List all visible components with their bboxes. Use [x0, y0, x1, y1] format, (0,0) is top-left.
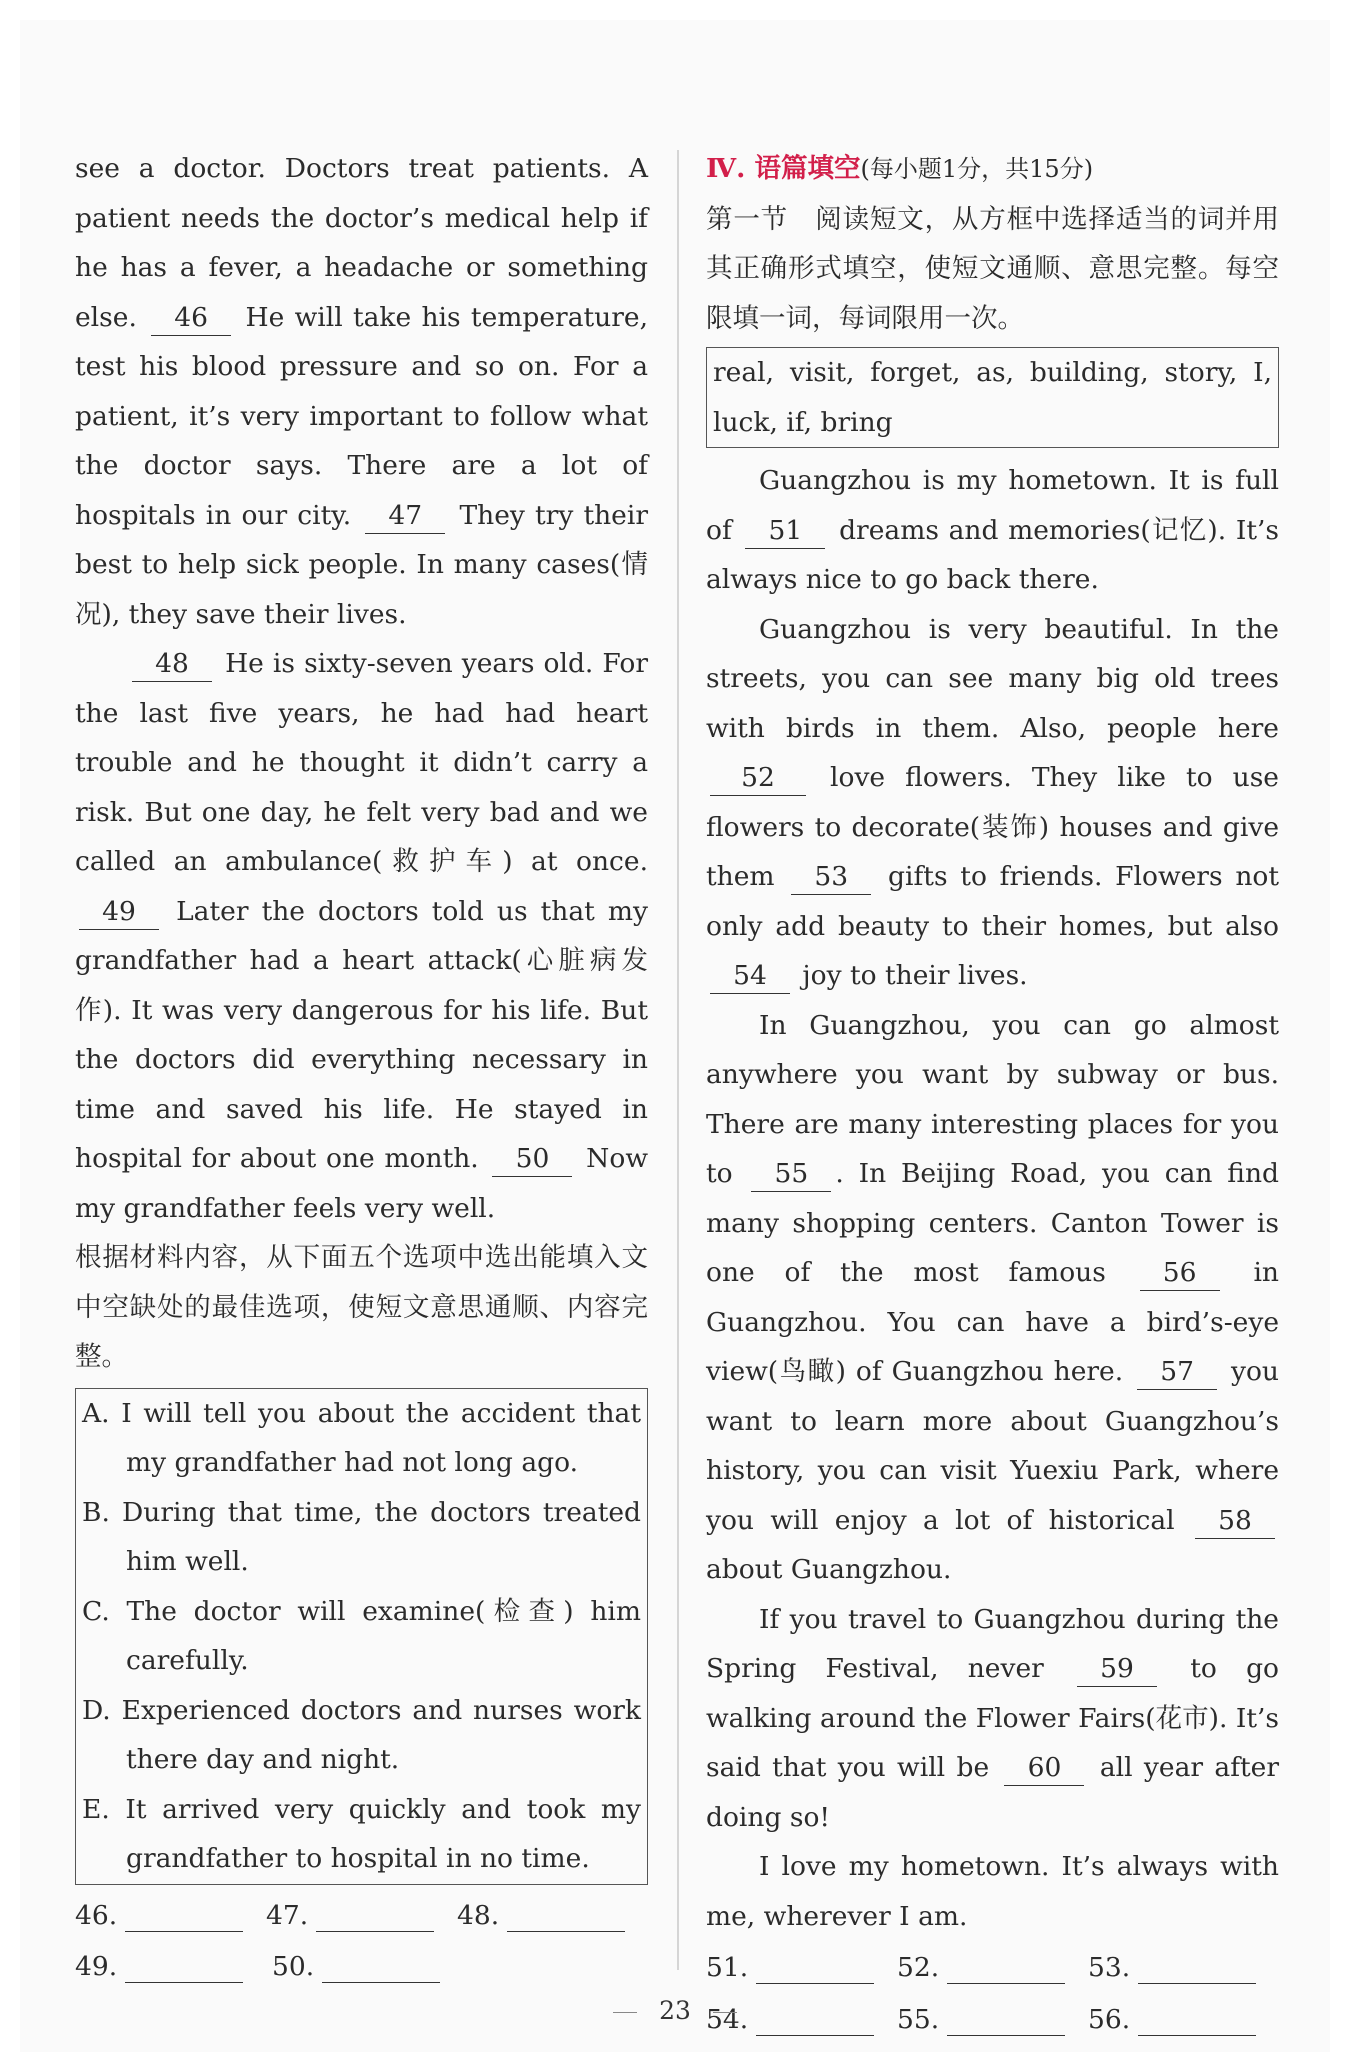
- part-instruction: 第一节 阅读短文，从方框中选择适当的词并用其正确形式填空，使短文通顺、意思完整。每空限填一词，每词限用一次。: [706, 203, 1279, 334]
- option-c: C. The doctor will examine(检查) him carefully.: [82, 1595, 641, 1676]
- answer-row: [706, 1943, 1279, 1993]
- right-paragraph-3: In Guangzhou, you can go almost anywhere you want by subway or bus. There are many interesting places for you to 55 . In Beijing Road, you can find many shopping centers. Canton Tower is one of the most famous 56 in Guangzhou. You can have a bird’s-eye view(鸟瞰) of Guangzhou here. 57 you want to learn more about Guangzhou’s history, you can visit Yuexiu Park, where you will enjoy a lot of historical 58 about Guangzhou.: [706, 1009, 1279, 1585]
- blank-59: 59: [1077, 1652, 1157, 1687]
- option-b: B. During that time, the doctors treated him well.: [82, 1496, 641, 1577]
- answer-line[interactable]: [125, 1950, 243, 1983]
- option-d: D. Experienced doctors and nurses work there day and night.: [82, 1694, 641, 1775]
- blank-57: 57: [1137, 1355, 1217, 1390]
- right-paragraph-2: Guangzhou is very beautiful. In the streets, you can see many big old trees with birds in them. Also, people here 52 love flowers. They like to use flowers to decorate(装饰) houses and give them 53 gifts to friends. Flowers not only add beauty to their homes, but also 54 joy to their lives.: [706, 605, 1279, 1001]
- word-box: real, visit, forget, as, building, story, I, luck, if, bring: [706, 347, 1279, 448]
- blank-51: 51: [745, 514, 825, 549]
- column-divider: [677, 150, 679, 1970]
- right-column: [706, 144, 1279, 2044]
- answer-line[interactable]: [1138, 1951, 1256, 1984]
- option-e: E. It arrived very quickly and took my grandfather to hospital in no time.: [82, 1793, 641, 1874]
- answer-row: [75, 1942, 648, 1992]
- blank-47: 47: [365, 499, 445, 534]
- right-paragraph-1: Guangzhou is my hometown. It is full of 51 dreams and memories(记忆). It’s always nice to go back there.: [706, 465, 1279, 595]
- answer-56[interactable]: 56.: [1088, 1995, 1279, 2045]
- answer-51[interactable]: 51.: [706, 1943, 897, 1993]
- blank-60: 60: [1004, 1751, 1084, 1786]
- right-paragraph-4: If you travel to Guangzhou during the Spring Festival, never 59 to go walking around the Flower Fairs(花市). It’s said that you will be 60 all year after doing so!: [706, 1603, 1279, 1833]
- answer-46[interactable]: 46.: [75, 1891, 266, 1941]
- blank-56: 56: [1140, 1256, 1220, 1291]
- answer-54[interactable]: 54.: [706, 1995, 897, 2045]
- page-number: 23: [20, 1996, 1330, 2025]
- answer-53[interactable]: 53.: [1088, 1943, 1279, 1993]
- blank-58: 58: [1195, 1504, 1275, 1539]
- left-paragraph-2: 48 He is sixty-seven years old. For the last five years, he had had heart trouble and he thought it didn’t carry a risk. But one day, he felt very bad and we called an ambulance(救护车) at once. 49 Later the doctors told us that my grandfather had a heart attack(心脏病发作). It was very dangerous for his life. But the doctors did everything necessary in time and saved his life. He stayed in hospital for about one month. 50 Now my grandfather feels very well.: [75, 648, 648, 1224]
- answer-50[interactable]: 50.: [272, 1942, 469, 1992]
- answer-49[interactable]: 49.: [75, 1942, 272, 1992]
- option-a: A. I will tell you about the accident that my grandfather had not long ago.: [82, 1397, 641, 1478]
- answer-line[interactable]: [756, 1951, 874, 1984]
- options-box: [75, 1388, 648, 1885]
- blank-50: 50: [492, 1142, 572, 1177]
- section-title: Ⅳ. 语篇填空: [706, 153, 861, 184]
- answer-47[interactable]: 47.: [266, 1891, 457, 1941]
- left-instruction: 根据材料内容，从下面五个选项中选出能填入文中空缺处的最佳选项，使短文意思通顺、内容完整。: [75, 1242, 648, 1372]
- answer-55[interactable]: 55.: [897, 1995, 1088, 2045]
- blank-49: 49: [79, 895, 159, 930]
- section-heading: [706, 144, 1279, 195]
- blank-48: 48: [132, 647, 212, 682]
- answer-line[interactable]: [947, 1951, 1065, 1984]
- blank-53: 53: [791, 860, 871, 895]
- left-column: [75, 144, 648, 1992]
- blank-55: 55: [751, 1157, 831, 1192]
- blank-52: 52: [710, 761, 806, 796]
- answer-52[interactable]: 52.: [897, 1943, 1088, 1993]
- answer-48[interactable]: 48.: [457, 1891, 648, 1941]
- answer-line[interactable]: [322, 1950, 440, 1983]
- answer-line[interactable]: [507, 1899, 625, 1932]
- answer-line[interactable]: [125, 1899, 243, 1932]
- page-sheet: [20, 20, 1330, 2052]
- right-paragraph-5: I love my hometown. It’s always with me, wherever I am.: [706, 1851, 1279, 1932]
- answer-line[interactable]: [316, 1899, 434, 1932]
- left-paragraph-1: see a doctor. Doctors treat patients. A patient needs the doctor’s medical help if he has a fever, a headache or something else. 46 He will take his temperature, test his blood pressure and so on. For a patient, it’s very important to follow what the doctor says. There are a lot of hospitals in our city. 47 They try their best to help sick people. In many cases(情况), they save their lives.: [75, 153, 648, 630]
- answer-row: [75, 1891, 648, 1941]
- blank-46: 46: [151, 301, 231, 336]
- blank-54: 54: [710, 959, 790, 994]
- section-points: (每小题1分，共15分): [860, 155, 1094, 183]
